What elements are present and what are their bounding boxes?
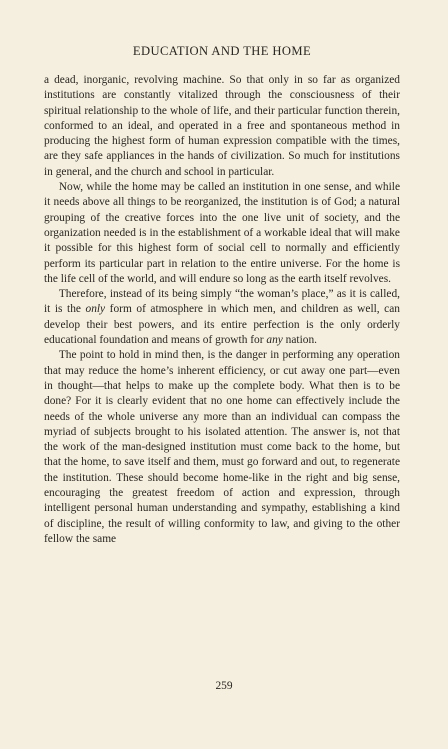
paragraph-text: The point to hold in mind then, is the danger in performing any operation that may reduce the home’s inherent efficiency, or cut away one part—even in thought—that helps to make up the complete body. What then is to be done? For it is clearly evident that no one home can effectively include the needs of the whole universe any more than an individual can compass the myriad of subjects brought to his isolated attention. The answer is, not that the work of the man-designed institution must come back to the home, but that the home, to save itself and them, must go forward and out, to regenerate the institution. These should become home-like in the right and big sense, encouraging the greatest freedom of action and expression, through intelligent personal human understanding and sympathy, establishing a kind of discipline, the result of willing conformity to law, and giving to the other fellow the same <box>44 349 400 545</box>
paragraph-text: Now, while the home may be called an institution in one sense, and while it needs above all things to be reorganized, the institution is of God; a natural grouping of the creative forces into the one live unit of society, and the organization needed is in the establishment of a workable ideal that will make it possible for this highest form of social cell to normally and efficiently perform its particular part in relation to the entire universe. For the home is the life cell of the world, and will endure so long as the earth itself revolves. <box>44 181 400 285</box>
paragraph-text: a dead, inorganic, revolving machine. So that only in so far as organized institutions are constantly vitalized through the consciousness of their spiritual relationship to the whole of life, and their particular function therein, conformed to an ideal, and operated in a free and spontaneous method in producing the highest form of human expression compatible with the times, are they safe appliances in the hands of civilization. So much for institutions in general, and the church and school in particular. <box>44 74 400 178</box>
page-number: 259 <box>215 680 233 692</box>
body-text <box>44 73 400 547</box>
paragraph-3 <box>44 287 400 348</box>
paragraph-1 <box>44 73 400 180</box>
running-head: EDUCATION AND THE HOME <box>132 44 312 58</box>
paragraph-text: nation. <box>282 334 317 347</box>
paragraph-4 <box>44 348 400 547</box>
paragraph-text: Therefore, instead of its being simply “the woman’s place,” as it is called, it is the <box>44 288 400 316</box>
emphasis-any: any <box>266 334 283 347</box>
paragraph-2 <box>44 180 400 287</box>
emphasis-only: only <box>85 303 106 316</box>
paragraph-text: form of atmosphere in which men, and children as well, can develop their best powers, and its entire perfection is the only orderly educational foundation and means of growth for <box>44 303 400 347</box>
